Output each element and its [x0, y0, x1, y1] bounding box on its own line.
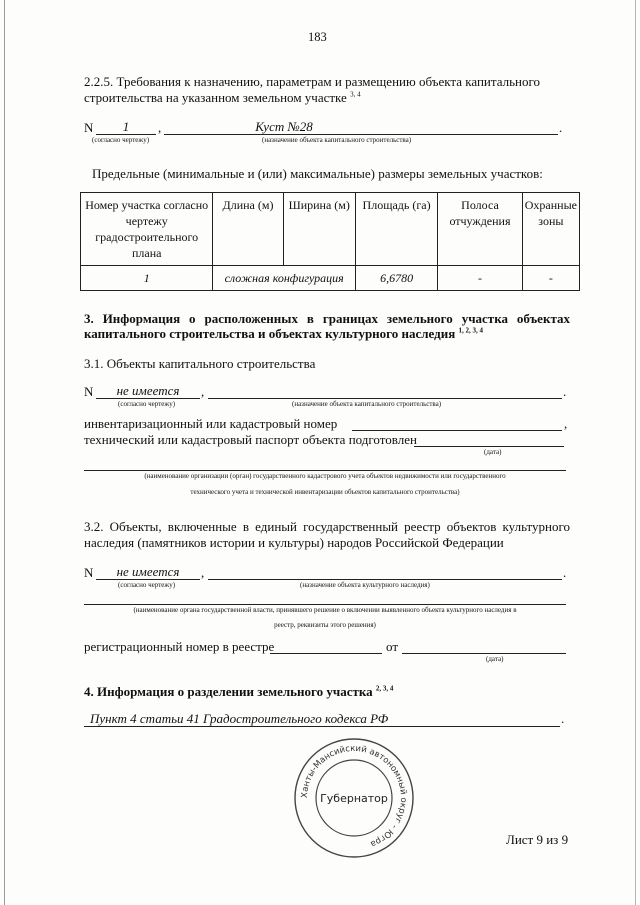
- table-header: Ширина (м): [283, 193, 355, 266]
- seal-center-text: Губернатор: [320, 792, 388, 805]
- caption-purpose: (назначение объекта капитального строительства): [262, 136, 412, 144]
- passport-label: технический или кадастровый паспорт объекта подготовлен: [84, 432, 417, 447]
- governor-seal: [292, 736, 416, 860]
- caption-drawing: (согласно чертежу): [118, 581, 176, 589]
- caption-purpose: (назначение объекта капитального строительства): [292, 400, 442, 408]
- inventory-number-field: [352, 430, 562, 431]
- section-31-title: 3.1. Объекты капитального строительства: [84, 356, 316, 371]
- caption-organization-line2: технического учета и технической инвентаризации объектов капитального строительства): [190, 488, 460, 496]
- caption-authority-line1: (наименование органа государственной власти, принявшего решение о включении выявленного объекта культурного наследия в: [133, 606, 517, 614]
- authority-field: [84, 604, 566, 605]
- table-header-row: [81, 193, 580, 266]
- inventory-number-label: инвентаризационный или кадастровый номер: [84, 416, 338, 431]
- limits-text: Предельные (минимальные и (или) максимальные) размеры земельных участков:: [92, 166, 543, 181]
- object-purpose-value: Куст №28: [255, 119, 313, 134]
- drawing-number-value: 1: [122, 119, 130, 134]
- section-32-title-line2: наследия (памятников истории и культуры) народов Российской Федерации: [84, 535, 504, 550]
- table-cell: -: [522, 266, 579, 291]
- table-cell: 6,6780: [355, 266, 437, 291]
- caption-drawing: (согласно чертежу): [92, 136, 150, 144]
- sheet-counter: Лист 9 из 9: [506, 832, 569, 847]
- subdivision-info-value: Пункт 4 статьи 41 Градостроительного кодекса РФ: [90, 711, 389, 726]
- section-225-heading-line1: 2.2.5. Требования к назначению, параметрам и размещению объекта капитального: [84, 74, 540, 89]
- section-32-title-line1: 3.2. Объекты, включенные в единый государственный реестр объектов культурного: [84, 519, 570, 534]
- scan-edge-right: [635, 0, 636, 905]
- scan-edge-left: [4, 0, 5, 905]
- section-4-heading: 4. Информация о разделении земельного участка $^{2, 3, 4}$: [84, 684, 394, 699]
- table-header: Площадь (га): [355, 193, 437, 266]
- caption-date: (дата): [484, 448, 502, 456]
- caption-authority-line2: реестр, реквизиты этого решения): [274, 621, 376, 629]
- table-header: Полоса отчуждения: [438, 193, 523, 266]
- from-label: от: [386, 639, 399, 654]
- table-header: Длина (м): [213, 193, 283, 266]
- caption-organization-line1: (наименование организации (орган) государственного кадастрового учета объектов недвижимости или государственного: [144, 472, 506, 480]
- table-row: [81, 266, 580, 291]
- registry-date-field: [402, 653, 566, 654]
- caption-date: (дата): [486, 655, 504, 663]
- plot-sizes-table: [80, 192, 580, 291]
- drawing-number-value: не имеется: [116, 564, 180, 579]
- registry-number-field: [270, 653, 382, 654]
- registry-number-label: регистрационный номер в реестре: [84, 639, 275, 654]
- drawing-number-value: не имеется: [116, 383, 180, 398]
- table-cell: -: [438, 266, 523, 291]
- section-3-heading-line2: капитального строительства и объектах культурного наследия $^{1, 2, 3, 4}$: [84, 326, 484, 341]
- caption-purpose: (назначение объекта культурного наследия): [300, 581, 430, 589]
- section-225-heading-line2: строительства на указанном земельном участке $^{3, 4}$: [84, 90, 361, 105]
- table-cell: 1: [81, 266, 213, 291]
- page-number: 183: [308, 30, 327, 44]
- caption-drawing: (согласно чертежу): [118, 400, 176, 408]
- n-label: N: [84, 565, 94, 580]
- table-header: Охранные зоны: [522, 193, 579, 266]
- n-label: N: [84, 384, 94, 399]
- table-header: Номер участка согласно чертежу градостроительного плана: [81, 193, 213, 266]
- seal-ring-text: Ханты-Мансийский автономный округ - Югра: [299, 743, 409, 849]
- table-cell: сложная конфигурация: [213, 266, 356, 291]
- n-label: N: [84, 120, 94, 135]
- organization-field: [84, 470, 566, 471]
- passport-date-field: [414, 446, 564, 447]
- section-3-heading-line1: 3. Информация о расположенных в границах земельного участка объектах: [84, 311, 570, 326]
